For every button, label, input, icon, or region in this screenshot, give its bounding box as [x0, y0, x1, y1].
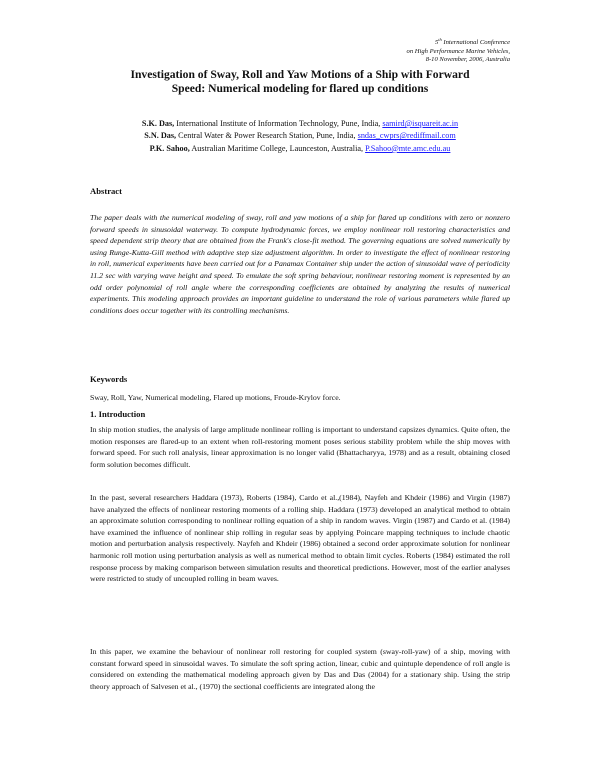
author-3: P.K. Sahoo, Australian Maritime College, Launceston, Australia, P.Sahoo@mte.amc.edu.au	[149, 143, 451, 153]
author-2: S.N. Das, Central Water & Power Research Station, Pune, India, sndas_cwprs@rediffmail.com	[144, 131, 456, 141]
conference-header	[310, 36, 510, 65]
keywords-heading: Keywords	[90, 374, 128, 384]
abstract-text: The paper deals with the numerical modeling of sway, roll and yaw motions of a ship for flared up conditions with zero or nonzero forward speeds in sinusoidal waterway. To compute hydrodynamic forces, we employ nonlinear roll restoring characteristics and speed dependent strip theory that are obtained from the Frank's close-fit method. The governing equations are solved numerically by using Runge-Kutta-Gill method with adaptive step size adjustment algorithm. In order to investigate the effect of nonlinear restoring in roll, numerical experiments have been carried out for a Panamax Container ship under the action of sinusoidal wave of periodicity 11.2 sec with varying wave height and speed. To emulate the soft spring behaviour, nonlinear restoring moment is represented by an odd order polynomial of roll angle where the corresponding coefficients are obtained by analyzing the results of numerical experiments. This modeling approach provides an important guideline to understand the role of various parameters while flared up conditions does occur together with its controlling mechanisms.	[90, 213, 510, 315]
author-3-email-link[interactable]: P.Sahoo@mte.amc.edu.au	[365, 143, 451, 153]
author-1: S.K. Das, International Institute of Information Technology, Pune, India, samird@isquareit.ac.in	[141, 119, 459, 128]
abstract-heading: Abstract	[90, 186, 122, 196]
author-2-email-link[interactable]: sndas_cwprs@rediffmail.com	[357, 131, 456, 141]
intro-paragraph-3: In this paper, we examine the behaviour of nonlinear roll restoring for coupled system (sway-roll-yaw) of a ship, moving with constant forward speed in sinusoidal waves. To simulate the soft spring action, linear, cubic and quintuple dependence of roll angle is considered on extending the mathematical modeling approach given by Das and Das (2004) for a stationary ship. Using the strip theory approach of Salvesen et al., (1970) the sectional coefficients are integrated along the	[90, 647, 510, 691]
keywords-text: Sway, Roll, Yaw, Numerical modeling, Flared up motions, Froude-Krylov force.	[90, 393, 341, 402]
conference-line-2: on High Performance Marine Vehicles,	[406, 47, 510, 55]
author-list	[90, 118, 510, 155]
paper-title: Investigation of Sway, Roll and Yaw Motions of a Ship with Forward Speed: Numerical modeling for flared up conditions	[130, 68, 470, 96]
intro-paragraph-2: In the past, several researchers Haddara (1973), Roberts (1984), Cardo et al.,(1984), Nayfeh and Khdeir (1986) and Virgin (1987) have analyzed the effects of nonlinear restoring moments of a rolling ship. Haddara (1973) developed an analytical method to obtain an approximate solution corresponding to nonlinear rolling equation of a ship in random waves. Virgin (1987) and Cardo et al. (1984) have examined the influence of nonlinear ship rolling in regular seas by applying Poincare mapping techniques to include chaotic motion and perturbation analysis respectively. Nayfeh and Khdeir (1986) obtained a second order approximate solution for nonlinear harmonic roll motion using perturbation analysis as well as numerical method to obtain limit cycles. Roberts (1984) estimated the roll response process by making comparison between simulation results and theoretical predictions. However, most of the earlier analyses were restricted to study of uncoupled rolling in beam waves.	[90, 493, 510, 584]
conference-line-1: 5th International Conference	[434, 37, 510, 47]
conference-line-3: 8-10 November, 2006, Australia	[425, 56, 510, 64]
author-1-email-link[interactable]: samird@isquareit.ac.in	[382, 119, 459, 128]
introduction-heading: 1. Introduction	[90, 409, 146, 419]
intro-paragraph-1: In ship motion studies, the analysis of large amplitude nonlinear rolling is important to understand capsizes dynamics. Quite often, the motion responses are flared-up to an extent when roll-restoring moment poses serious stability problem while the ship moves with forward speed. For such roll analysis, linear approximation is no longer valid (Bhattacharyya, 1978) and as a result, obtaining closed form solution becomes difficult.	[90, 425, 510, 469]
